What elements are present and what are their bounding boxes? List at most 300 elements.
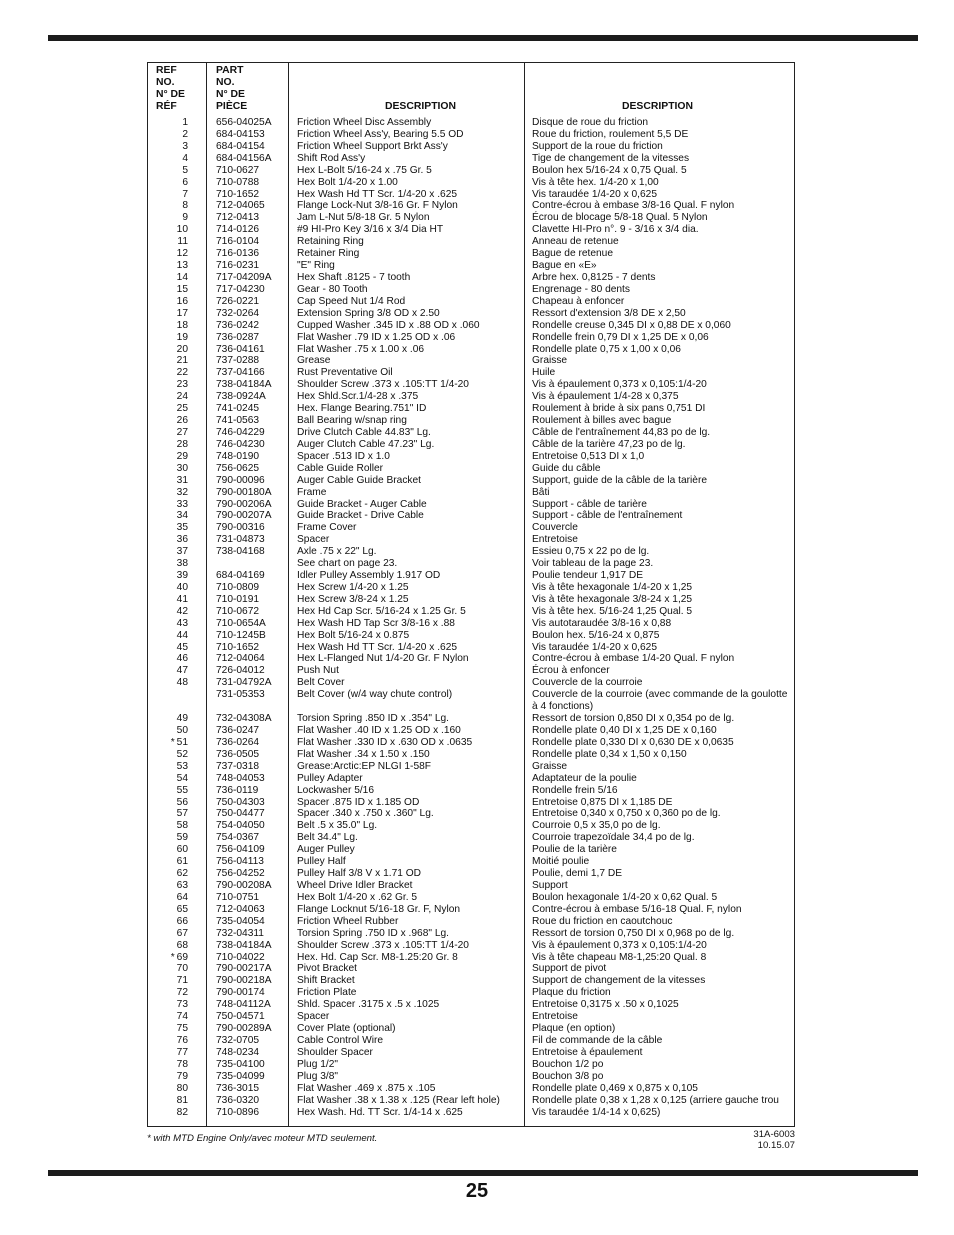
part-number: 717-04230 bbox=[216, 283, 265, 295]
part-number: 790-00206A bbox=[216, 498, 272, 510]
ref-number bbox=[148, 1107, 188, 1119]
ref-number bbox=[148, 832, 188, 844]
ref-number-text: 10 bbox=[176, 224, 188, 236]
ref-number-text: 70 bbox=[176, 963, 188, 975]
description-fr: Vis à épaulement 0,373 x 0,105:1/4-20 bbox=[532, 939, 707, 951]
ref-number-text: 29 bbox=[176, 450, 188, 462]
description-fr: Vis à tête hex. 1/4-20 x 1,00 bbox=[532, 176, 659, 188]
description-en: Flange Locknut 5/16-18 Gr. F, Nylon bbox=[297, 903, 461, 915]
description-fr: Rondelle plate 0,38 x 1,28 x 0,125 (arriere gauche trou bbox=[532, 1094, 779, 1106]
table-row bbox=[148, 594, 794, 606]
description-en: Guide Bracket - Drive Cable bbox=[297, 510, 424, 522]
part-number: 732-0705 bbox=[216, 1035, 260, 1046]
description-fr: Rondelle plate 0,40 DI x 1,25 DE x 0,160 bbox=[532, 725, 717, 737]
description-fr: Roue du friction en caoutchouc bbox=[532, 915, 673, 927]
description-en: Grease bbox=[297, 355, 331, 367]
description-fr: Rondelle frein 5/16 bbox=[532, 784, 618, 796]
description-en: Plug 1/2" bbox=[297, 1058, 338, 1070]
part-number: 736-0505 bbox=[216, 748, 260, 760]
ref-number bbox=[148, 1083, 188, 1095]
header-description-fr: DESCRIPTION bbox=[622, 101, 694, 112]
ref-number-text: 71 bbox=[176, 975, 188, 987]
part-number: 710-0751 bbox=[216, 891, 260, 903]
ref-number bbox=[148, 487, 188, 499]
table-row bbox=[148, 487, 794, 499]
ref-number bbox=[148, 427, 188, 439]
ref-number-text: 69 bbox=[176, 951, 188, 963]
description-fr: Vis taraudée 1/4-14 x 0,625) bbox=[532, 1106, 661, 1118]
ref-number-text: 63 bbox=[176, 880, 188, 892]
description-en: Hex Wash. Hd. TT Scr. 1/4-14 x .625 bbox=[297, 1106, 463, 1118]
ref-number bbox=[148, 344, 188, 356]
ref-number-text: 57 bbox=[176, 808, 188, 820]
description-en: Drive Clutch Cable 44.83" Lg. bbox=[297, 426, 431, 438]
table-row bbox=[148, 344, 794, 356]
ref-number bbox=[148, 379, 188, 391]
ref-number-text: 46 bbox=[176, 653, 188, 665]
ref-number-text: 27 bbox=[176, 426, 188, 438]
ref-number bbox=[148, 653, 188, 665]
ref-number-text: 16 bbox=[176, 295, 188, 307]
ref-number bbox=[148, 224, 188, 236]
ref-number bbox=[148, 999, 188, 1011]
ref-number-text: 15 bbox=[176, 283, 188, 295]
ref-number bbox=[148, 749, 188, 761]
description-fr: Rondelle plate 0,469 x 0,875 x 0,105 bbox=[532, 1082, 698, 1094]
engine-only-marker: * bbox=[170, 951, 175, 963]
part-number: 750-04303 bbox=[216, 796, 265, 808]
description-fr: Plaque du friction bbox=[532, 987, 611, 999]
ref-number-text: 67 bbox=[176, 927, 188, 939]
table-row bbox=[148, 904, 794, 916]
description-fr: Support de pivot bbox=[532, 963, 607, 975]
description-en: Belt Cover bbox=[297, 677, 345, 689]
part-number: 714-0126 bbox=[216, 224, 260, 236]
description-fr: Guide du câble bbox=[532, 462, 601, 474]
description-fr: Support - câble de tarière bbox=[532, 498, 647, 510]
table-row bbox=[148, 212, 794, 224]
ref-number bbox=[148, 582, 188, 594]
description-en: Auger Clutch Cable 47.23" Lg. bbox=[297, 438, 435, 450]
table-row bbox=[148, 296, 794, 308]
ref-number bbox=[148, 856, 188, 868]
part-number: 750-04477 bbox=[216, 808, 265, 820]
table-row bbox=[148, 451, 794, 463]
ref-number bbox=[148, 594, 188, 606]
part-number: 710-0627 bbox=[216, 164, 260, 176]
table-row bbox=[148, 534, 794, 546]
table-row bbox=[148, 367, 794, 379]
ref-number bbox=[148, 904, 188, 916]
part-number: 741-0245 bbox=[216, 403, 260, 415]
description-fr: Boulon hexagonale 1/4-20 x 0,62 Qual. 5 bbox=[532, 891, 718, 903]
description-en: Hex Shaft .8125 - 7 tooth bbox=[297, 271, 411, 283]
description-fr: Vis taraudée 1/4-20 x 0,625 bbox=[532, 188, 657, 200]
table-row bbox=[148, 856, 794, 868]
description-en: Retainer Ring bbox=[297, 248, 360, 260]
ref-number bbox=[148, 713, 188, 725]
ref-number-text: 14 bbox=[176, 271, 188, 283]
ref-number bbox=[148, 153, 188, 165]
ref-number-text: 13 bbox=[176, 260, 188, 272]
description-en: Spacer .340 x .750 x .360" Lg. bbox=[297, 808, 434, 820]
part-number: 736-0119 bbox=[216, 784, 259, 796]
description-fr: Vis taraudée 1/4-20 x 0,625 bbox=[532, 641, 657, 653]
description-en: Hex. Hd. Cap Scr. M8-1.25:20 Gr. 8 bbox=[297, 951, 458, 963]
ref-number bbox=[148, 296, 188, 308]
part-number: 710-0788 bbox=[216, 176, 260, 188]
table-row bbox=[148, 761, 794, 773]
description-fr: Vis à tête chapeau M8-1,25:20 Qual. 8 bbox=[532, 951, 707, 963]
description-en: Spacer .513 ID x 1.0 bbox=[297, 450, 390, 462]
ref-number-text: 56 bbox=[176, 796, 188, 808]
description-en: "E" Ring bbox=[297, 260, 335, 272]
ref-number bbox=[148, 1071, 188, 1083]
table-row bbox=[148, 391, 794, 403]
description-en: Rust Preventative Oil bbox=[297, 367, 393, 379]
description-en: Retaining Ring bbox=[297, 236, 364, 248]
part-number: 735-04099 bbox=[216, 1070, 265, 1082]
part-number: 756-04109 bbox=[216, 844, 265, 856]
ref-number-text: 37 bbox=[176, 546, 188, 558]
description-en: Cupped Washer .345 ID x .88 OD x .060 bbox=[297, 319, 480, 331]
table-row bbox=[148, 832, 794, 844]
description-en: Lockwasher 5/16 bbox=[297, 784, 375, 796]
ref-number bbox=[148, 987, 188, 999]
part-number: 738-04184A bbox=[216, 379, 272, 391]
ref-number bbox=[148, 761, 188, 773]
table-row bbox=[148, 713, 794, 725]
ref-number bbox=[148, 558, 188, 570]
description-en: Hex Hd Cap Scr. 5/16-24 x 1.25 Gr. 5 bbox=[297, 605, 466, 617]
ref-number-text: 55 bbox=[176, 784, 188, 796]
part-number: 684-04169 bbox=[216, 570, 265, 582]
ref-number-text: 73 bbox=[176, 999, 188, 1011]
ref-number bbox=[148, 415, 188, 427]
ref-number-text: 43 bbox=[176, 617, 188, 629]
description-fr: Anneau de retenue bbox=[532, 236, 619, 248]
ref-number bbox=[148, 332, 188, 344]
ref-number bbox=[148, 510, 188, 522]
table-row bbox=[148, 1059, 794, 1071]
ref-number-text: 52 bbox=[176, 748, 188, 760]
ref-number bbox=[148, 391, 188, 403]
part-number: 790-00316 bbox=[216, 522, 265, 534]
ref-number-text: 2 bbox=[182, 128, 188, 140]
description-en: Extension Spring 3/8 OD x 2.50 bbox=[297, 307, 440, 319]
ref-number bbox=[148, 212, 188, 224]
ref-number bbox=[148, 129, 188, 141]
description-fr: Support bbox=[532, 880, 568, 892]
table-row bbox=[148, 379, 794, 391]
ref-number-text: 59 bbox=[176, 832, 188, 844]
ref-number bbox=[148, 880, 188, 892]
ref-number bbox=[148, 820, 188, 832]
description-en: Ball Bearing w/snap ring bbox=[297, 415, 407, 427]
description-fr: Courroie trapezoïdale 34,4 po de lg. bbox=[532, 832, 695, 844]
description-fr: Couvercle de la courroie (avec commande de la goulotte à 4 fonctions) bbox=[532, 689, 788, 713]
document-code bbox=[753, 1129, 795, 1151]
ref-number-text: 61 bbox=[176, 856, 188, 868]
description-en: Flat Washer .330 ID x .630 OD x .0635 bbox=[297, 736, 473, 748]
table-row bbox=[148, 653, 794, 665]
description-en: Hex Screw 3/8-24 x 1.25 bbox=[297, 593, 409, 605]
part-number: 726-0221 bbox=[216, 295, 260, 307]
ref-number-text: 20 bbox=[176, 343, 188, 355]
ref-number bbox=[148, 737, 188, 749]
part-number: 790-00207A bbox=[216, 510, 272, 522]
description-fr: Câble de la tarière 47,23 po de lg. bbox=[532, 438, 686, 450]
ref-number bbox=[148, 189, 188, 201]
table-row bbox=[148, 999, 794, 1011]
bottom-rule bbox=[48, 1170, 918, 1176]
ref-number-text: 26 bbox=[176, 415, 188, 427]
ref-number bbox=[148, 522, 188, 534]
part-number: 748-0190 bbox=[216, 450, 260, 462]
description-fr: Bague en «E» bbox=[532, 260, 597, 272]
part-number: 736-0287 bbox=[216, 331, 260, 343]
description-en: Friction Wheel Support Brkt Ass'y bbox=[297, 140, 448, 152]
table-row bbox=[148, 510, 794, 522]
ref-number-text: 32 bbox=[176, 486, 188, 498]
header-part-no: PART NO. N° DE PIÈCE bbox=[216, 65, 248, 112]
description-en: Friction Wheel Rubber bbox=[297, 915, 399, 927]
ref-number bbox=[148, 355, 188, 367]
ref-number bbox=[148, 725, 188, 737]
description-en: Spacer bbox=[297, 534, 330, 546]
table-row bbox=[148, 153, 794, 165]
part-number: 756-0625 bbox=[216, 462, 260, 474]
description-fr: Écrou de blocage 5/8-18 Qual. 5 Nylon bbox=[532, 212, 708, 224]
description-fr: Tige de changement de la vitesses bbox=[532, 152, 690, 164]
description-fr: Vis à tête hexagonale 1/4-20 x 1,25 bbox=[532, 581, 693, 593]
part-number: 684-04154 bbox=[216, 140, 265, 152]
table-row bbox=[148, 797, 794, 809]
ref-number-text: 81 bbox=[176, 1094, 188, 1106]
ref-number-text: 5 bbox=[182, 164, 188, 176]
description-fr: Vis autotaraudée 3/8-16 x 0,88 bbox=[532, 617, 672, 629]
ref-number bbox=[148, 642, 188, 654]
description-fr: Graisse bbox=[532, 355, 568, 367]
description-fr: Vis à épaulement 0,373 x 0,105:1/4-20 bbox=[532, 379, 707, 391]
ref-number-text: 76 bbox=[176, 1035, 188, 1046]
ref-number bbox=[148, 260, 188, 272]
ref-number-text: 77 bbox=[176, 1046, 188, 1058]
ref-number bbox=[148, 141, 188, 153]
table-row bbox=[148, 558, 794, 570]
description-en: Flange Lock-Nut 3/8-16 Gr. F Nylon bbox=[297, 200, 458, 212]
description-fr: Contre-écrou à embase 5/16-18 Qual. F, nylon bbox=[532, 903, 742, 915]
ref-number bbox=[148, 165, 188, 177]
description-fr: Câble de l'entraînement 44,83 po de lg. bbox=[532, 426, 711, 438]
description-fr: Entretoise bbox=[532, 534, 578, 546]
ref-number bbox=[148, 546, 188, 558]
table-row bbox=[148, 439, 794, 451]
description-fr: Moitié poulie bbox=[532, 856, 590, 868]
description-en: Spacer bbox=[297, 1011, 330, 1023]
table-row bbox=[148, 522, 794, 534]
ref-number-text: 51 bbox=[176, 736, 188, 748]
description-fr: Bouchon 1/2 po bbox=[532, 1058, 604, 1070]
table-row bbox=[148, 689, 794, 713]
description-fr: Clavette HI-Pro n°. 9 - 3/16 x 3/4 dia. bbox=[532, 224, 699, 236]
ref-number bbox=[148, 868, 188, 880]
table-row bbox=[148, 916, 794, 928]
ref-number bbox=[148, 916, 188, 928]
description-fr: Entretoise à épaulement bbox=[532, 1046, 643, 1058]
ref-number bbox=[148, 963, 188, 975]
description-fr: Contre-écrou à embase 3/8-16 Qual. F nylon bbox=[532, 200, 735, 212]
description-fr: Entretoise 0,340 x 0,750 x 0,360 po de lg. bbox=[532, 808, 721, 820]
table-row bbox=[148, 952, 794, 964]
ref-number bbox=[148, 1023, 188, 1035]
part-number: 750-04571 bbox=[216, 1011, 265, 1023]
ref-number-text: 35 bbox=[176, 522, 188, 534]
part-number: 756-04113 bbox=[216, 856, 264, 868]
table-row bbox=[148, 475, 794, 487]
ref-number-text: 18 bbox=[176, 319, 188, 331]
description-fr: Ressort d'extension 3/8 DE x 2,50 bbox=[532, 307, 686, 319]
description-fr: Arbre hex. 0,8125 - 7 dents bbox=[532, 271, 656, 283]
description-fr: Roulement à billes avec bague bbox=[532, 415, 672, 427]
description-en: Guide Bracket - Auger Cable bbox=[297, 498, 427, 510]
table-row bbox=[148, 141, 794, 153]
table-row bbox=[148, 582, 794, 594]
part-number: 712-0413 bbox=[216, 212, 260, 224]
part-number: 738-04168 bbox=[216, 546, 265, 558]
description-en: Axle .75 x 22" Lg. bbox=[297, 546, 377, 558]
description-fr: Bague de retenue bbox=[532, 248, 614, 260]
ref-number bbox=[148, 451, 188, 463]
description-en: Pivot Bracket bbox=[297, 963, 358, 975]
table-row bbox=[148, 1071, 794, 1083]
description-en: Wheel Drive Idler Bracket bbox=[297, 880, 413, 892]
ref-number-text: 22 bbox=[176, 367, 188, 379]
description-en: Hex Wash Hd TT Scr. 1/4-20 x .625 bbox=[297, 641, 458, 653]
part-number: 710-0809 bbox=[216, 581, 260, 593]
part-number: 717-04209A bbox=[216, 271, 272, 283]
description-fr: Entretoise 0,513 DI x 1,0 bbox=[532, 450, 645, 462]
ref-number-text: 45 bbox=[176, 641, 188, 653]
description-fr: Écrou à enfoncer bbox=[532, 665, 610, 677]
header-ref-no: REF NO. N° DE RÉF bbox=[156, 65, 185, 112]
ref-number bbox=[148, 534, 188, 546]
ref-number bbox=[148, 320, 188, 332]
description-fr: Disque de roue du friction bbox=[532, 117, 649, 128]
part-number: 790-00096 bbox=[216, 474, 265, 486]
ref-number-text: 54 bbox=[176, 772, 188, 784]
description-en: Idler Pulley Assembly 1.917 OD bbox=[297, 570, 441, 582]
description-fr: Rondelle plate 0,330 DI x 0,630 DE x 0,0635 bbox=[532, 736, 734, 748]
description-en: Hex Shld.Scr.1/4-28 x .375 bbox=[297, 391, 419, 403]
table-row bbox=[148, 820, 794, 832]
description-en: Flat Washer .34 x 1.50 x .150 bbox=[297, 748, 430, 760]
description-fr: Huile bbox=[532, 367, 556, 379]
ref-number-text: 36 bbox=[176, 534, 188, 546]
description-fr: Entretoise 0,3175 x .50 x 0,1025 bbox=[532, 999, 679, 1011]
table-row bbox=[148, 1107, 794, 1119]
description-en: Auger Pulley bbox=[297, 844, 355, 856]
part-number: 712-04064 bbox=[216, 653, 265, 665]
description-fr: Poulie tendeur 1,917 DE bbox=[532, 570, 644, 582]
part-number: 746-04229 bbox=[216, 426, 265, 438]
part-number: 736-04161 bbox=[216, 343, 265, 355]
ref-number bbox=[148, 1035, 188, 1047]
ref-number-text: 66 bbox=[176, 915, 188, 927]
description-en: Friction Wheel Disc Assembly bbox=[297, 117, 432, 128]
ref-number bbox=[148, 1011, 188, 1023]
description-en: Hex Wash HD Tap Scr 3/8-16 x .88 bbox=[297, 617, 455, 629]
description-fr: Support de changement de la vitesses bbox=[532, 975, 706, 987]
doc-date: 10.15.07 bbox=[757, 1140, 795, 1151]
description-fr: Poulie de la tarière bbox=[532, 844, 617, 856]
table-row bbox=[148, 677, 794, 689]
description-en: Grease:Arctic:EP NLGI 1-58F bbox=[297, 760, 431, 772]
description-fr: Rondelle plate 0,75 x 1,00 x 0,06 bbox=[532, 343, 681, 355]
table-row bbox=[148, 1035, 794, 1047]
ref-number-text: 3 bbox=[182, 140, 188, 152]
part-number: 737-04166 bbox=[216, 367, 265, 379]
ref-number-text: 79 bbox=[176, 1070, 188, 1082]
description-fr: Boulon hex. 5/16-24 x 0,875 bbox=[532, 629, 660, 641]
ref-number-text: 33 bbox=[176, 498, 188, 510]
description-en: Plug 3/8" bbox=[297, 1070, 338, 1082]
table-row bbox=[148, 880, 794, 892]
description-fr: Bâti bbox=[532, 486, 550, 498]
description-fr: Roulement à bride à six pans 0,751 DI bbox=[532, 403, 706, 415]
description-fr: Ressort de torsion 0,850 DI x 0,354 po de lg. bbox=[532, 713, 735, 725]
part-number: 732-0264 bbox=[216, 307, 260, 319]
parts-rows bbox=[148, 117, 794, 1118]
description-fr: Chapeau à enfoncer bbox=[532, 295, 625, 307]
ref-number bbox=[148, 570, 188, 582]
table-row bbox=[148, 725, 794, 737]
description-fr: Vis à tête hex. 5/16-24 1,25 Qual. 5 bbox=[532, 605, 693, 617]
table-row bbox=[148, 606, 794, 618]
description-en: Hex L-Flanged Nut 1/4-20 Gr. F Nylon bbox=[297, 653, 469, 665]
table-row bbox=[148, 1083, 794, 1095]
ref-number-text: 62 bbox=[176, 868, 188, 880]
ref-number bbox=[148, 844, 188, 856]
ref-number-text: 42 bbox=[176, 605, 188, 617]
part-number: 790-00218A bbox=[216, 975, 272, 987]
ref-number-text: 6 bbox=[182, 176, 188, 188]
part-number: 656-04025A bbox=[216, 117, 272, 128]
ref-number-text: 48 bbox=[176, 677, 188, 689]
description-en: Cover Plate (optional) bbox=[297, 1023, 396, 1035]
table-row bbox=[148, 236, 794, 248]
table-row bbox=[148, 940, 794, 952]
description-en: Hex Screw 1/4-20 x 1.25 bbox=[297, 581, 409, 593]
ref-number-text: 68 bbox=[176, 939, 188, 951]
ref-number-text: 31 bbox=[176, 474, 188, 486]
table-row bbox=[148, 808, 794, 820]
description-en: Cable Guide Roller bbox=[297, 462, 384, 474]
description-en: Cap Speed Nut 1/4 Rod bbox=[297, 295, 406, 307]
description-fr: Boulon hex 5/16-24 x 0,75 Qual. 5 bbox=[532, 164, 687, 176]
table-row bbox=[148, 189, 794, 201]
description-en: Shift Rod Ass'y bbox=[297, 152, 366, 164]
description-fr: Rondelle frein 0,79 DI x 1,25 DE x 0,06 bbox=[532, 331, 709, 343]
table-row bbox=[148, 117, 794, 129]
ref-number bbox=[148, 403, 188, 415]
description-fr: Ressort de torsion 0,750 DI x 0,968 po de lg. bbox=[532, 927, 735, 939]
description-en: Belt .5 x 35.0" Lg. bbox=[297, 820, 378, 832]
ref-number-text: 30 bbox=[176, 462, 188, 474]
part-number: 737-0288 bbox=[216, 355, 260, 367]
ref-number bbox=[148, 367, 188, 379]
description-en: Hex Wash Hd TT Scr. 1/4-20 x .625 bbox=[297, 188, 458, 200]
